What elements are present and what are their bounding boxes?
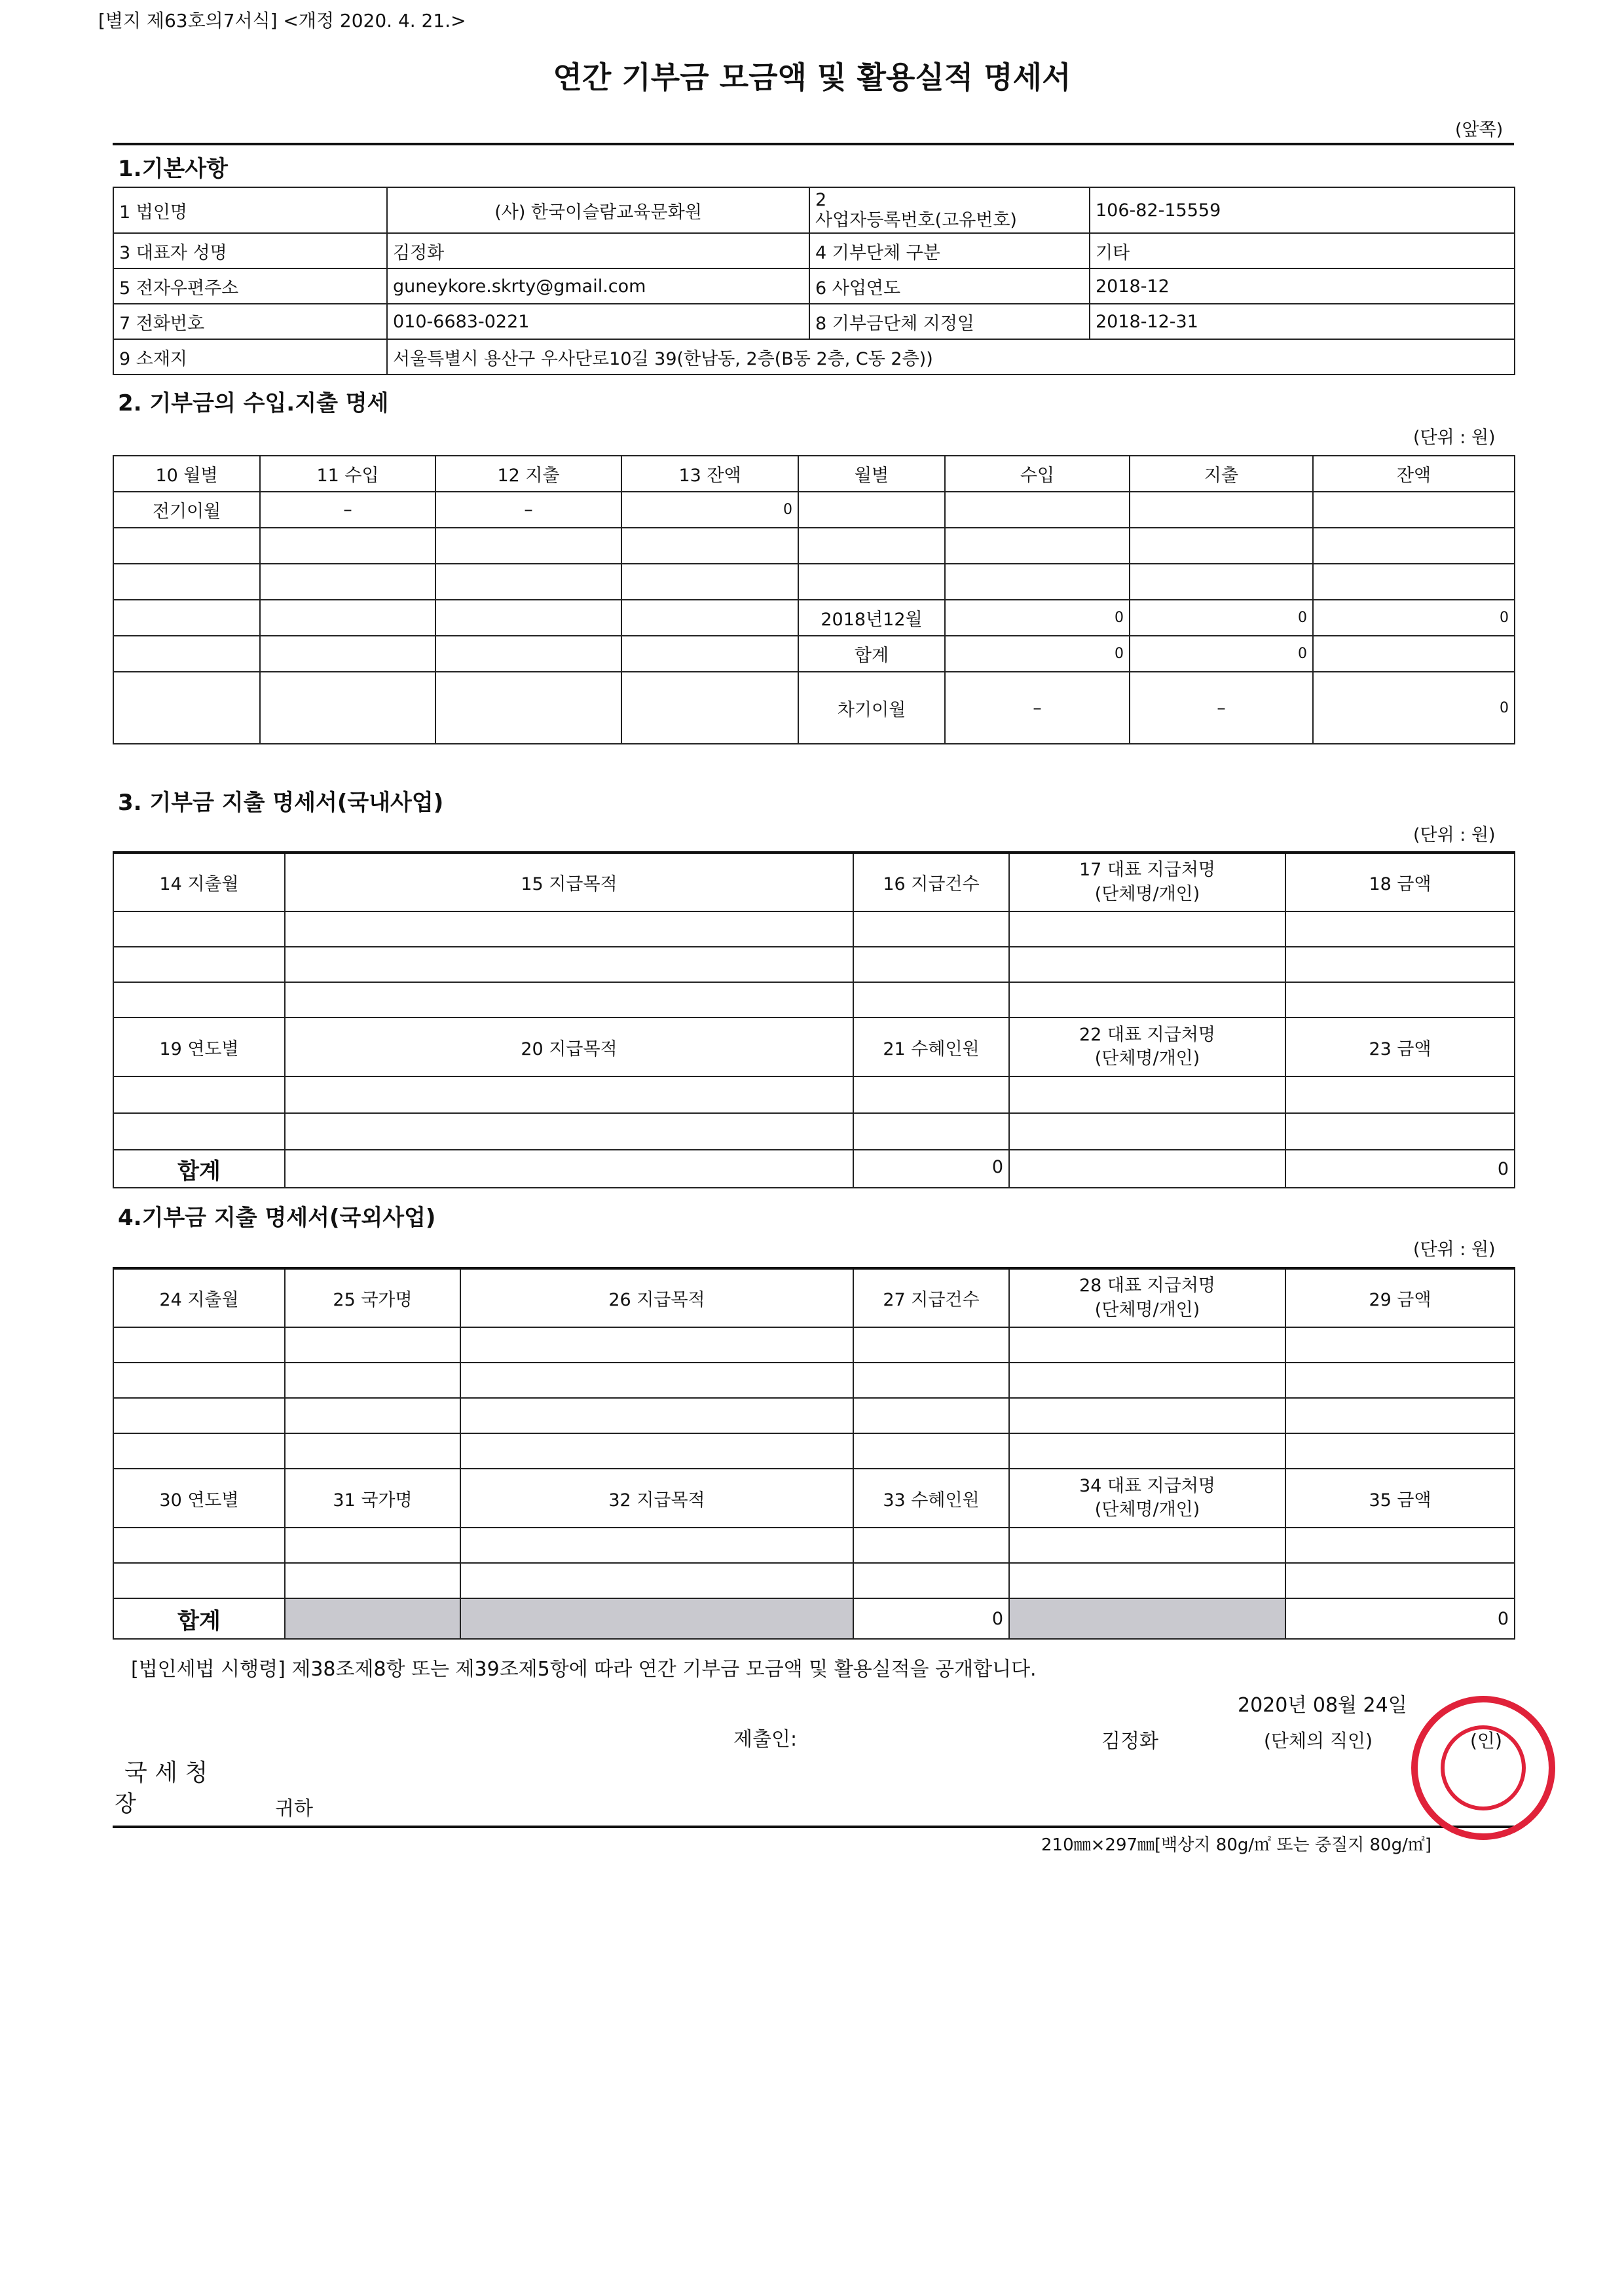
carry-in-label: 전기이월 — [113, 492, 260, 528]
col-beneficiaries: 21 수혜인원 — [853, 1018, 1009, 1076]
carry-out-label: 차기이월 — [798, 672, 945, 744]
section4-heading: 4.기부금 지출 명세서(국외사업) — [118, 1205, 436, 1231]
domestic-total-label: 합계 — [113, 1150, 285, 1188]
domestic-expense-table — [113, 851, 1515, 1188]
section3-heading: 3. 기부금 지출 명세서(국내사업) — [118, 790, 444, 816]
carry-in-balance: 0 — [621, 492, 798, 528]
value-corp-name: (사) 한국이슬람교육문화원 — [387, 187, 809, 233]
col-purpose-ov: 26 지급목적 — [460, 1268, 853, 1327]
honorific: 귀하 — [275, 1797, 313, 1820]
official-seal — [1411, 1696, 1555, 1840]
col-year-ov: 30 연도별 — [113, 1469, 285, 1528]
submitter-label: 제출인: — [733, 1728, 798, 1751]
submitter-name: 김정화 — [1101, 1730, 1158, 1753]
label-fiscal-year: 6 사업연도 — [809, 268, 1090, 304]
col-amount: 18 금액 — [1285, 853, 1515, 911]
col-expense: 12 지출 — [435, 456, 621, 492]
col-country-2: 31 국가명 — [285, 1469, 460, 1528]
col-country: 25 국가명 — [285, 1268, 460, 1327]
addressee-line2: 장 — [115, 1791, 136, 1817]
month-income: 0 — [945, 600, 1130, 636]
carry-out-balance: 0 — [1313, 672, 1515, 744]
submit-date: 2020년 08월 24일 — [1238, 1694, 1407, 1717]
section4-unit: (단위 : 원) — [1413, 1239, 1496, 1260]
total-row-label: 합계 — [798, 636, 945, 672]
col-month-2: 월별 — [798, 456, 945, 492]
col-balance: 13 잔액 — [621, 456, 798, 492]
col-month: 10 월별 — [113, 456, 260, 492]
side-label: (앞쪽) — [1455, 120, 1504, 140]
section2-heading: 2. 기부금의 수입.지출 명세 — [118, 390, 389, 416]
label-address: 9 소재지 — [113, 339, 387, 375]
col-year: 19 연도별 — [113, 1018, 285, 1076]
value-rep-name: 김정화 — [387, 233, 809, 268]
paper-spec: 210㎜×297㎜[백상지 80g/㎡ 또는 중질지 80g/㎡] — [1041, 1835, 1432, 1855]
carry-out-income: – — [945, 672, 1130, 744]
label-phone: 7 전화번호 — [113, 304, 387, 339]
total-income: 0 — [945, 636, 1130, 672]
value-designation-date: 2018-12-31 — [1090, 304, 1515, 339]
col-expense-month-ov: 24 지출월 — [113, 1268, 285, 1327]
col-purpose: 15 지급목적 — [285, 853, 853, 911]
domestic-total-amount: 0 — [1285, 1150, 1515, 1188]
col-recipient-ov-2: 34 대표 지급처명 (단체명/개인) — [1009, 1469, 1285, 1528]
value-biz-number: 106-82-15559 — [1090, 187, 1515, 233]
col-amount-ov-2: 35 금액 — [1285, 1469, 1515, 1528]
overseas-total-count: 0 — [853, 1598, 1009, 1639]
label-biz-number: 2 사업자등록번호(고유번호) — [809, 187, 1090, 233]
label-org-type: 4 기부단체 구분 — [809, 233, 1090, 268]
domestic-total-count: 0 — [854, 1150, 1010, 1187]
col-expense-month: 14 지출월 — [113, 853, 285, 911]
page-title: 연간 기부금 모금액 및 활용실적 명세서 — [553, 60, 1071, 95]
section1-heading: 1.기본사항 — [118, 156, 228, 182]
col-balance-2: 잔액 — [1313, 456, 1515, 492]
income-expense-table — [113, 455, 1515, 744]
overseas-expense-table — [113, 1267, 1515, 1640]
value-email: guneykore.skrty@gmail.com — [387, 268, 809, 304]
overseas-total-label: 합계 — [113, 1598, 285, 1639]
addressee-line1: 국 세 청 — [124, 1759, 208, 1786]
col-recipient-2: 22 대표 지급처명 (단체명/개인) — [1009, 1018, 1285, 1076]
col-purpose-2: 20 지급목적 — [285, 1018, 853, 1076]
label-rep-name: 3 대표자 성명 — [113, 233, 387, 268]
legal-statement: [법인세법 시행령] 제38조제8항 또는 제39조제5항에 따라 연간 기부금 모금액 및 활용실적을 공개합니다. — [131, 1658, 1037, 1681]
col-recipient-ov: 28 대표 지급처명 (단체명/개인) — [1009, 1268, 1285, 1327]
value-org-type: 기타 — [1090, 233, 1515, 268]
col-count: 16 지급건수 — [853, 853, 1009, 911]
section2-unit: (단위 : 원) — [1413, 428, 1496, 448]
month-row-label: 2018년12월 — [798, 600, 945, 636]
carry-in-expense: – — [435, 492, 621, 528]
label-email: 5 전자우편주소 — [113, 268, 387, 304]
col-count-ov: 27 지급건수 — [853, 1268, 1009, 1327]
form-reference: [별지 제63호의7서식] <개정 2020. 4. 21.> — [98, 10, 466, 31]
col-amount-ov: 29 금액 — [1285, 1268, 1515, 1327]
col-amount-2: 23 금액 — [1285, 1018, 1515, 1076]
basic-info-table — [113, 187, 1515, 375]
total-expense: 0 — [1130, 636, 1313, 672]
seal-label: (단체의 직인) — [1264, 1730, 1373, 1752]
value-address: 서울특별시 용산구 우사단로10길 39(한남동, 2층(B동 2층, C동 2층)) — [387, 339, 1515, 375]
overseas-total-amount: 0 — [1285, 1598, 1515, 1639]
col-expense-2: 지출 — [1130, 456, 1313, 492]
label-corp-name: 1 법인명 — [113, 187, 387, 233]
seal-mark: (인) — [1470, 1730, 1502, 1752]
value-phone: 010-6683-0221 — [387, 304, 809, 339]
value-fiscal-year: 2018-12 — [1090, 268, 1515, 304]
label-designation-date: 8 기부금단체 지정일 — [809, 304, 1090, 339]
month-expense: 0 — [1130, 600, 1313, 636]
col-beneficiaries-ov: 33 수혜인원 — [853, 1469, 1009, 1528]
col-recipient: 17 대표 지급처명 (단체명/개인) — [1009, 853, 1285, 911]
section3-unit: (단위 : 원) — [1413, 825, 1496, 845]
col-income: 11 수입 — [260, 456, 435, 492]
carry-in-income: – — [260, 492, 435, 528]
col-purpose-ov-2: 32 지급목적 — [460, 1469, 853, 1528]
carry-out-expense: – — [1130, 672, 1313, 744]
col-income-2: 수입 — [945, 456, 1130, 492]
month-balance: 0 — [1313, 600, 1515, 636]
